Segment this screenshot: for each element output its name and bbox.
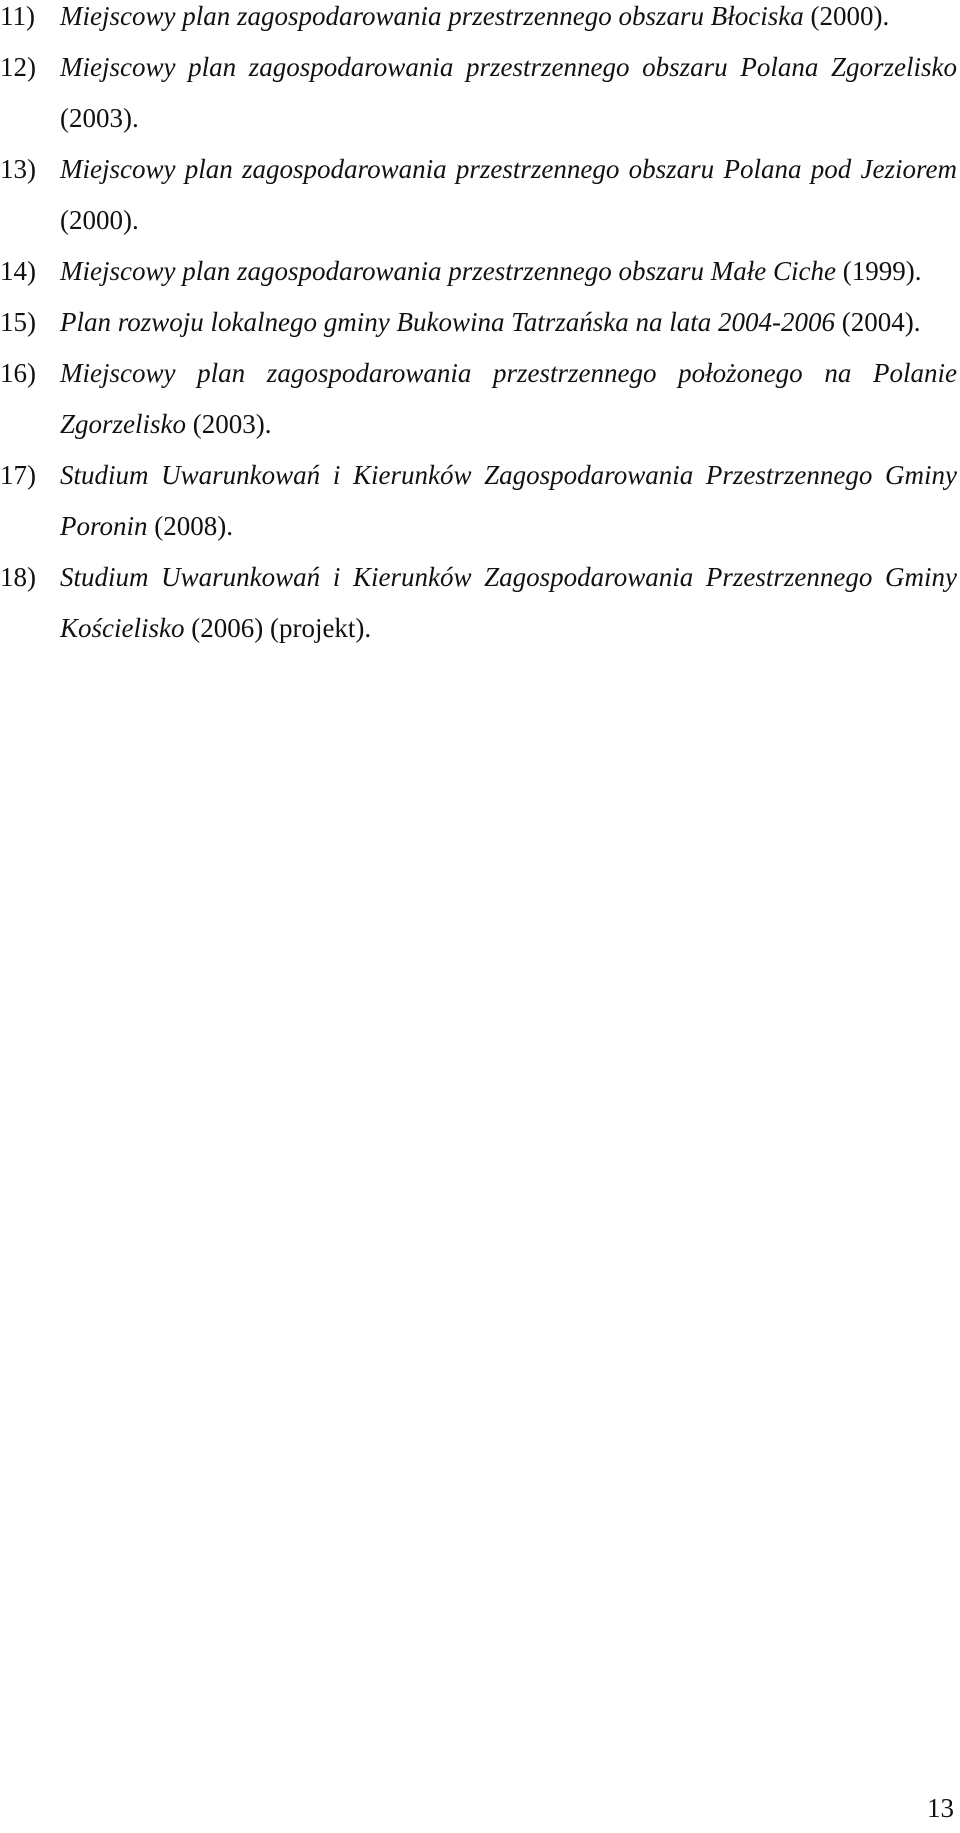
reference-title: Plan rozwoju lokalnego gminy Bukowina Tatrzańska na lata 2004-2006 <box>60 307 835 337</box>
reference-number: 17) <box>0 460 36 490</box>
reference-title: Miejscowy plan zagospodarowania przestrzennego obszaru Błociska <box>60 1 804 31</box>
reference-item <box>0 297 957 348</box>
reference-title: Miejscowy plan zagospodarowania przestrzennego położonego na Polanie Zgorzelisko <box>60 358 957 439</box>
reference-title: Studium Uwarunkowań i Kierunków Zagospodarowania Przestrzennego Gminy Poronin <box>60 460 957 541</box>
reference-year: (2004). <box>841 307 921 337</box>
reference-year: (2003). <box>60 103 139 133</box>
reference-year: (2006) (projekt). <box>191 613 372 643</box>
reference-number: 13) <box>0 154 36 184</box>
reference-number: 16) <box>0 358 36 388</box>
reference-year: (2003). <box>192 409 272 439</box>
reference-number: 15) <box>0 307 36 337</box>
reference-item <box>0 42 957 144</box>
reference-item <box>0 144 957 246</box>
reference-item <box>0 450 957 552</box>
reference-item <box>0 552 957 654</box>
reference-title: Miejscowy plan zagospodarowania przestrzennego obszaru Polana pod Jeziorem <box>60 154 957 184</box>
reference-year: (2008). <box>154 511 233 541</box>
reference-title: Miejscowy plan zagospodarowania przestrzennego obszaru Małe Ciche <box>60 256 836 286</box>
reference-title: Miejscowy plan zagospodarowania przestrzennego obszaru Polana Zgorzelisko <box>60 52 957 82</box>
reference-item <box>0 0 957 42</box>
reference-title: Studium Uwarunkowań i Kierunków Zagospodarowania Przestrzennego Gminy Kościelisko <box>60 562 957 643</box>
reference-year: (2000). <box>810 1 890 31</box>
reference-year: (2000). <box>60 205 139 235</box>
reference-number: 11) <box>0 1 35 31</box>
reference-year: (1999). <box>842 256 922 286</box>
reference-list <box>0 0 957 663</box>
reference-item <box>0 348 957 450</box>
page-number: 13 <box>927 1793 954 1823</box>
reference-number: 12) <box>0 52 36 82</box>
reference-number: 14) <box>0 256 36 286</box>
reference-number: 18) <box>0 562 36 592</box>
reference-item <box>0 246 957 297</box>
